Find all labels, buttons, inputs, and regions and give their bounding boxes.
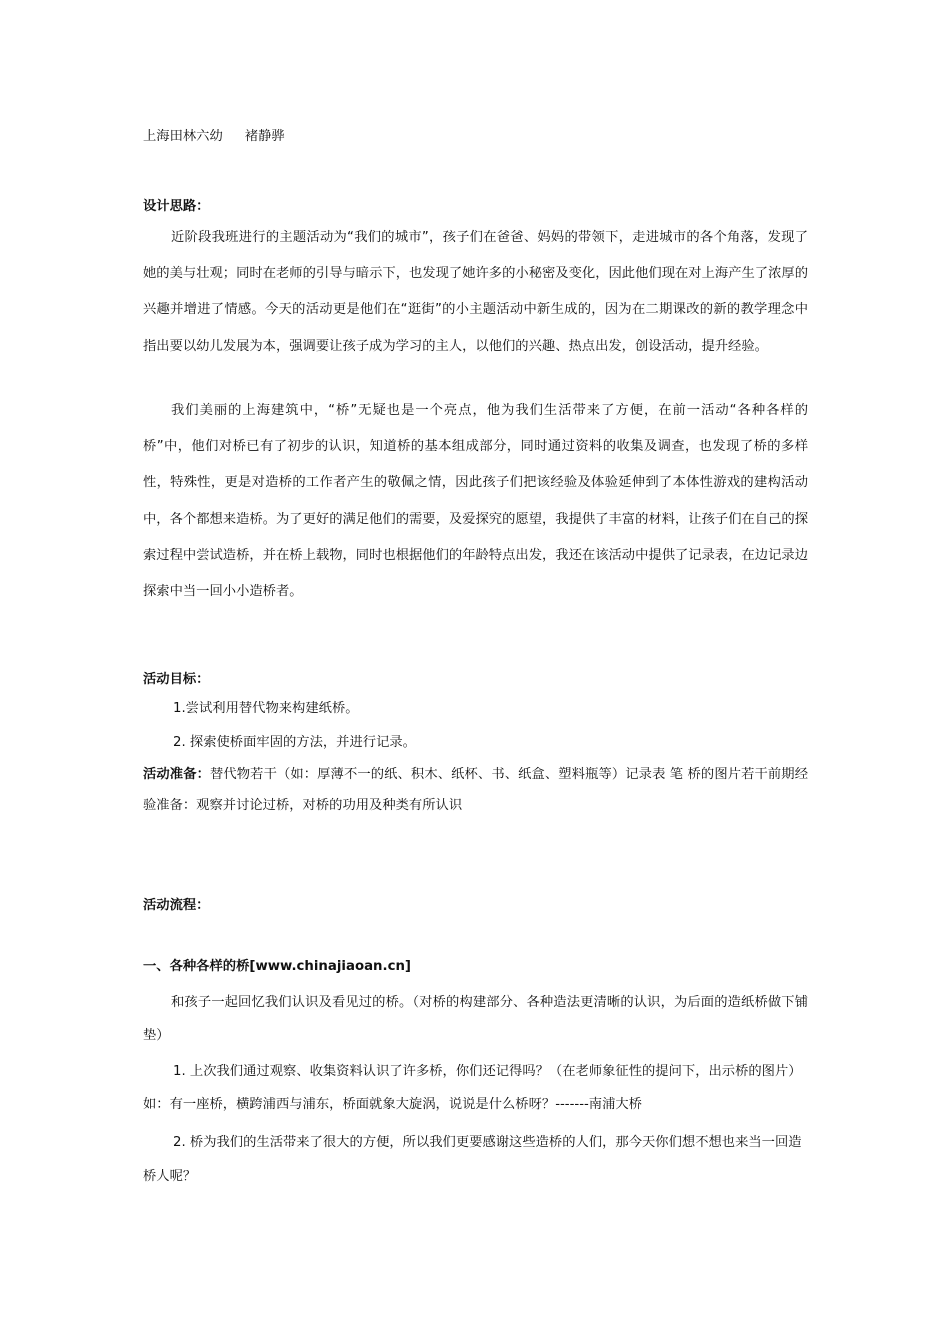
goal-item-2: 2. 探索使桥面牢固的方法，并进行记录。: [173, 735, 416, 750]
section1-item-1: 1. 上次我们通过观察、收集资料认识了许多桥，你们还记得吗？（在老师象征性的提问下，出示桥的图片）如：有一座桥，横跨浦西与浦东，桥面就象大旋涡，说说是什么桥呀？-------南浦大桥: [143, 1064, 802, 1112]
section1-heading: 一、各种各样的桥[www.chinajiaoan.cn]: [143, 959, 411, 974]
section1-item-2: 2. 桥为我们的生活带来了很大的方便，所以我们更要感谢这些造桥的人们，那今天你们想不想也来当一回造桥人呢？: [143, 1135, 802, 1184]
process-heading: 活动流程：: [143, 898, 210, 913]
school-name: 上海田林六幼: [143, 129, 223, 144]
preparation-heading: 活动准备：: [143, 767, 210, 782]
design-heading: 设计思路：: [143, 199, 210, 214]
design-paragraph-1: 近阶段我班进行的主题活动为“我们的城市”，孩子们在爸爸、妈妈的带领下，走进城市的各个角落，发现了她的美与壮观；同时在老师的引导与暗示下，也发现了她许多的小秘密及变化，因此他们现在对上海产生了浓厚的兴趣并增进了情感。今天的活动更是他们在“逛街”的小主题活动中新生成的，因为在二期课改的新的教学理念中指出要以幼儿发展为本，强调要让孩子成为学习的主人，以他们的兴趣、热点出发，创设活动，提升经验。: [143, 230, 808, 354]
preparation-paragraph: [143, 759, 808, 821]
design-paragraph-2: 我们美丽的上海建筑中，“桥”无疑也是一个亮点，他为我们生活带来了方便，在前一活动“各种各样的桥”中，他们对桥已有了初步的认识，知道桥的基本组成部分，同时通过资料的收集及调查，也发现了桥的多样性，特殊性，更是对造桥的工作者产生的敬佩之情，因此孩子们把该经验及体验延伸到了本体性游戏的建构活动中，各个都想来造桥。为了更好的满足他们的需要，及爱探究的愿望，我提供了丰富的材料，让孩子们在自己的探索过程中尝试造桥，并在桥上载物，同时也根据他们的年龄特点出发，我还在该活动中提供了记录表，在边记录边探索中当一回小小造桥者。: [143, 403, 808, 600]
goal-item-1: 1.尝试利用替代物来构建纸桥。: [173, 701, 359, 716]
goals-heading: 活动目标：: [143, 672, 210, 687]
author-name: 褚静骅: [244, 129, 285, 144]
section1-intro: 和孩子一起回忆我们认识及看见过的桥。（对桥的构建部分、各种造法更清晰的认识，为后面的造纸桥做下铺垫）: [143, 995, 808, 1043]
byline: [143, 127, 285, 147]
preparation-text: 替代物若干（如：厚薄不一的纸、积木、纸杯、书、纸盒、塑料瓶等）记录表 笔 桥的图片若干前期经验准备：观察并讨论过桥，对桥的功用及种类有所认识: [143, 767, 808, 813]
